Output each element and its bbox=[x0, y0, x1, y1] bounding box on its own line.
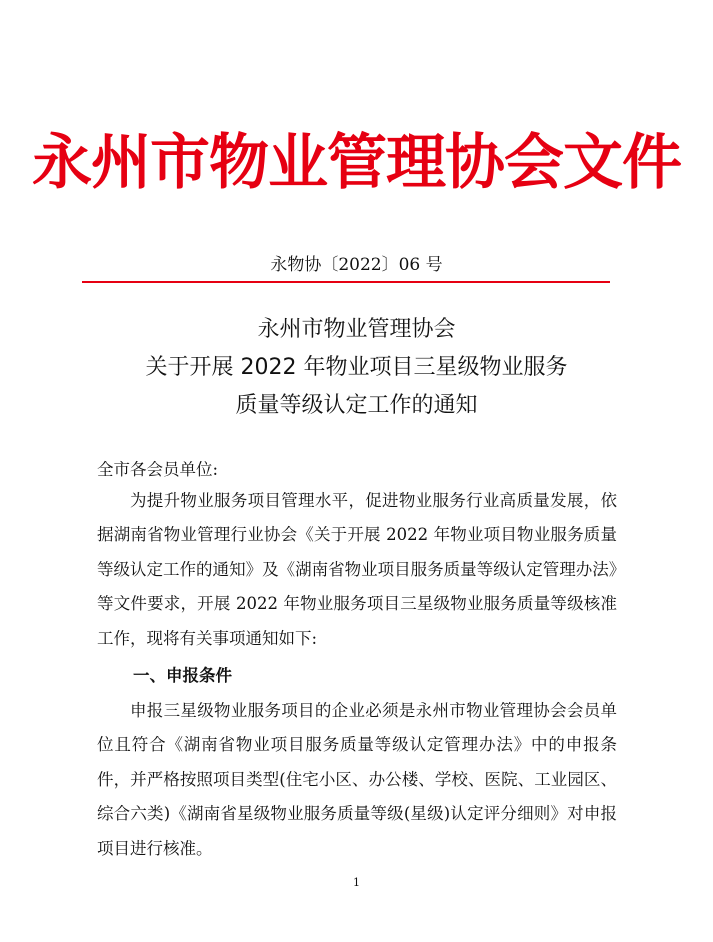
notice-title-line-2: 关于开展 2022 年物业项目三星级物业服务 bbox=[145, 355, 568, 380]
notice-title-line-3: 质量等级认定工作的通知 bbox=[235, 393, 478, 418]
masthead-title: 永州市物业管理协会文件 bbox=[32, 128, 681, 198]
document-number: 永物协〔2022〕06 号 bbox=[270, 255, 443, 275]
section-heading: 一、申报条件 bbox=[133, 666, 232, 685]
body-paragraph-conditions: 申报三星级物业服务项目的企业必须是永州市物业管理协会会员单位且符合《湖南省物业项目服务质量等级认定管理办法》中的申报条件，并严格按照项目类型(住宅小区、办公楼、学校、医院、工业园区、综合六类)《湖南省星级物业服务质量等级(星级)认定评分细则》对申报项目进行核准。 bbox=[97, 701, 617, 858]
salutation: 全市各会员单位: bbox=[97, 460, 219, 479]
body-paragraph-intro: 为提升物业服务项目管理水平，促进物业服务行业高质量发展，依据湖南省物业管理行业协会《关于开展 2022 年物业项目物业服务质量等级认定工作的通知》及《湖南省物业项目服务质量等级认定管理办法》等文件要求，开展 2022 年物业服务项目三星级物业服务质量等级核准工作，现将有关事项通知如下: bbox=[97, 491, 617, 648]
page-number: 1 bbox=[353, 876, 360, 889]
notice-title-line-1: 永州市物业管理协会 bbox=[257, 317, 456, 342]
red-divider-line bbox=[82, 281, 610, 283]
